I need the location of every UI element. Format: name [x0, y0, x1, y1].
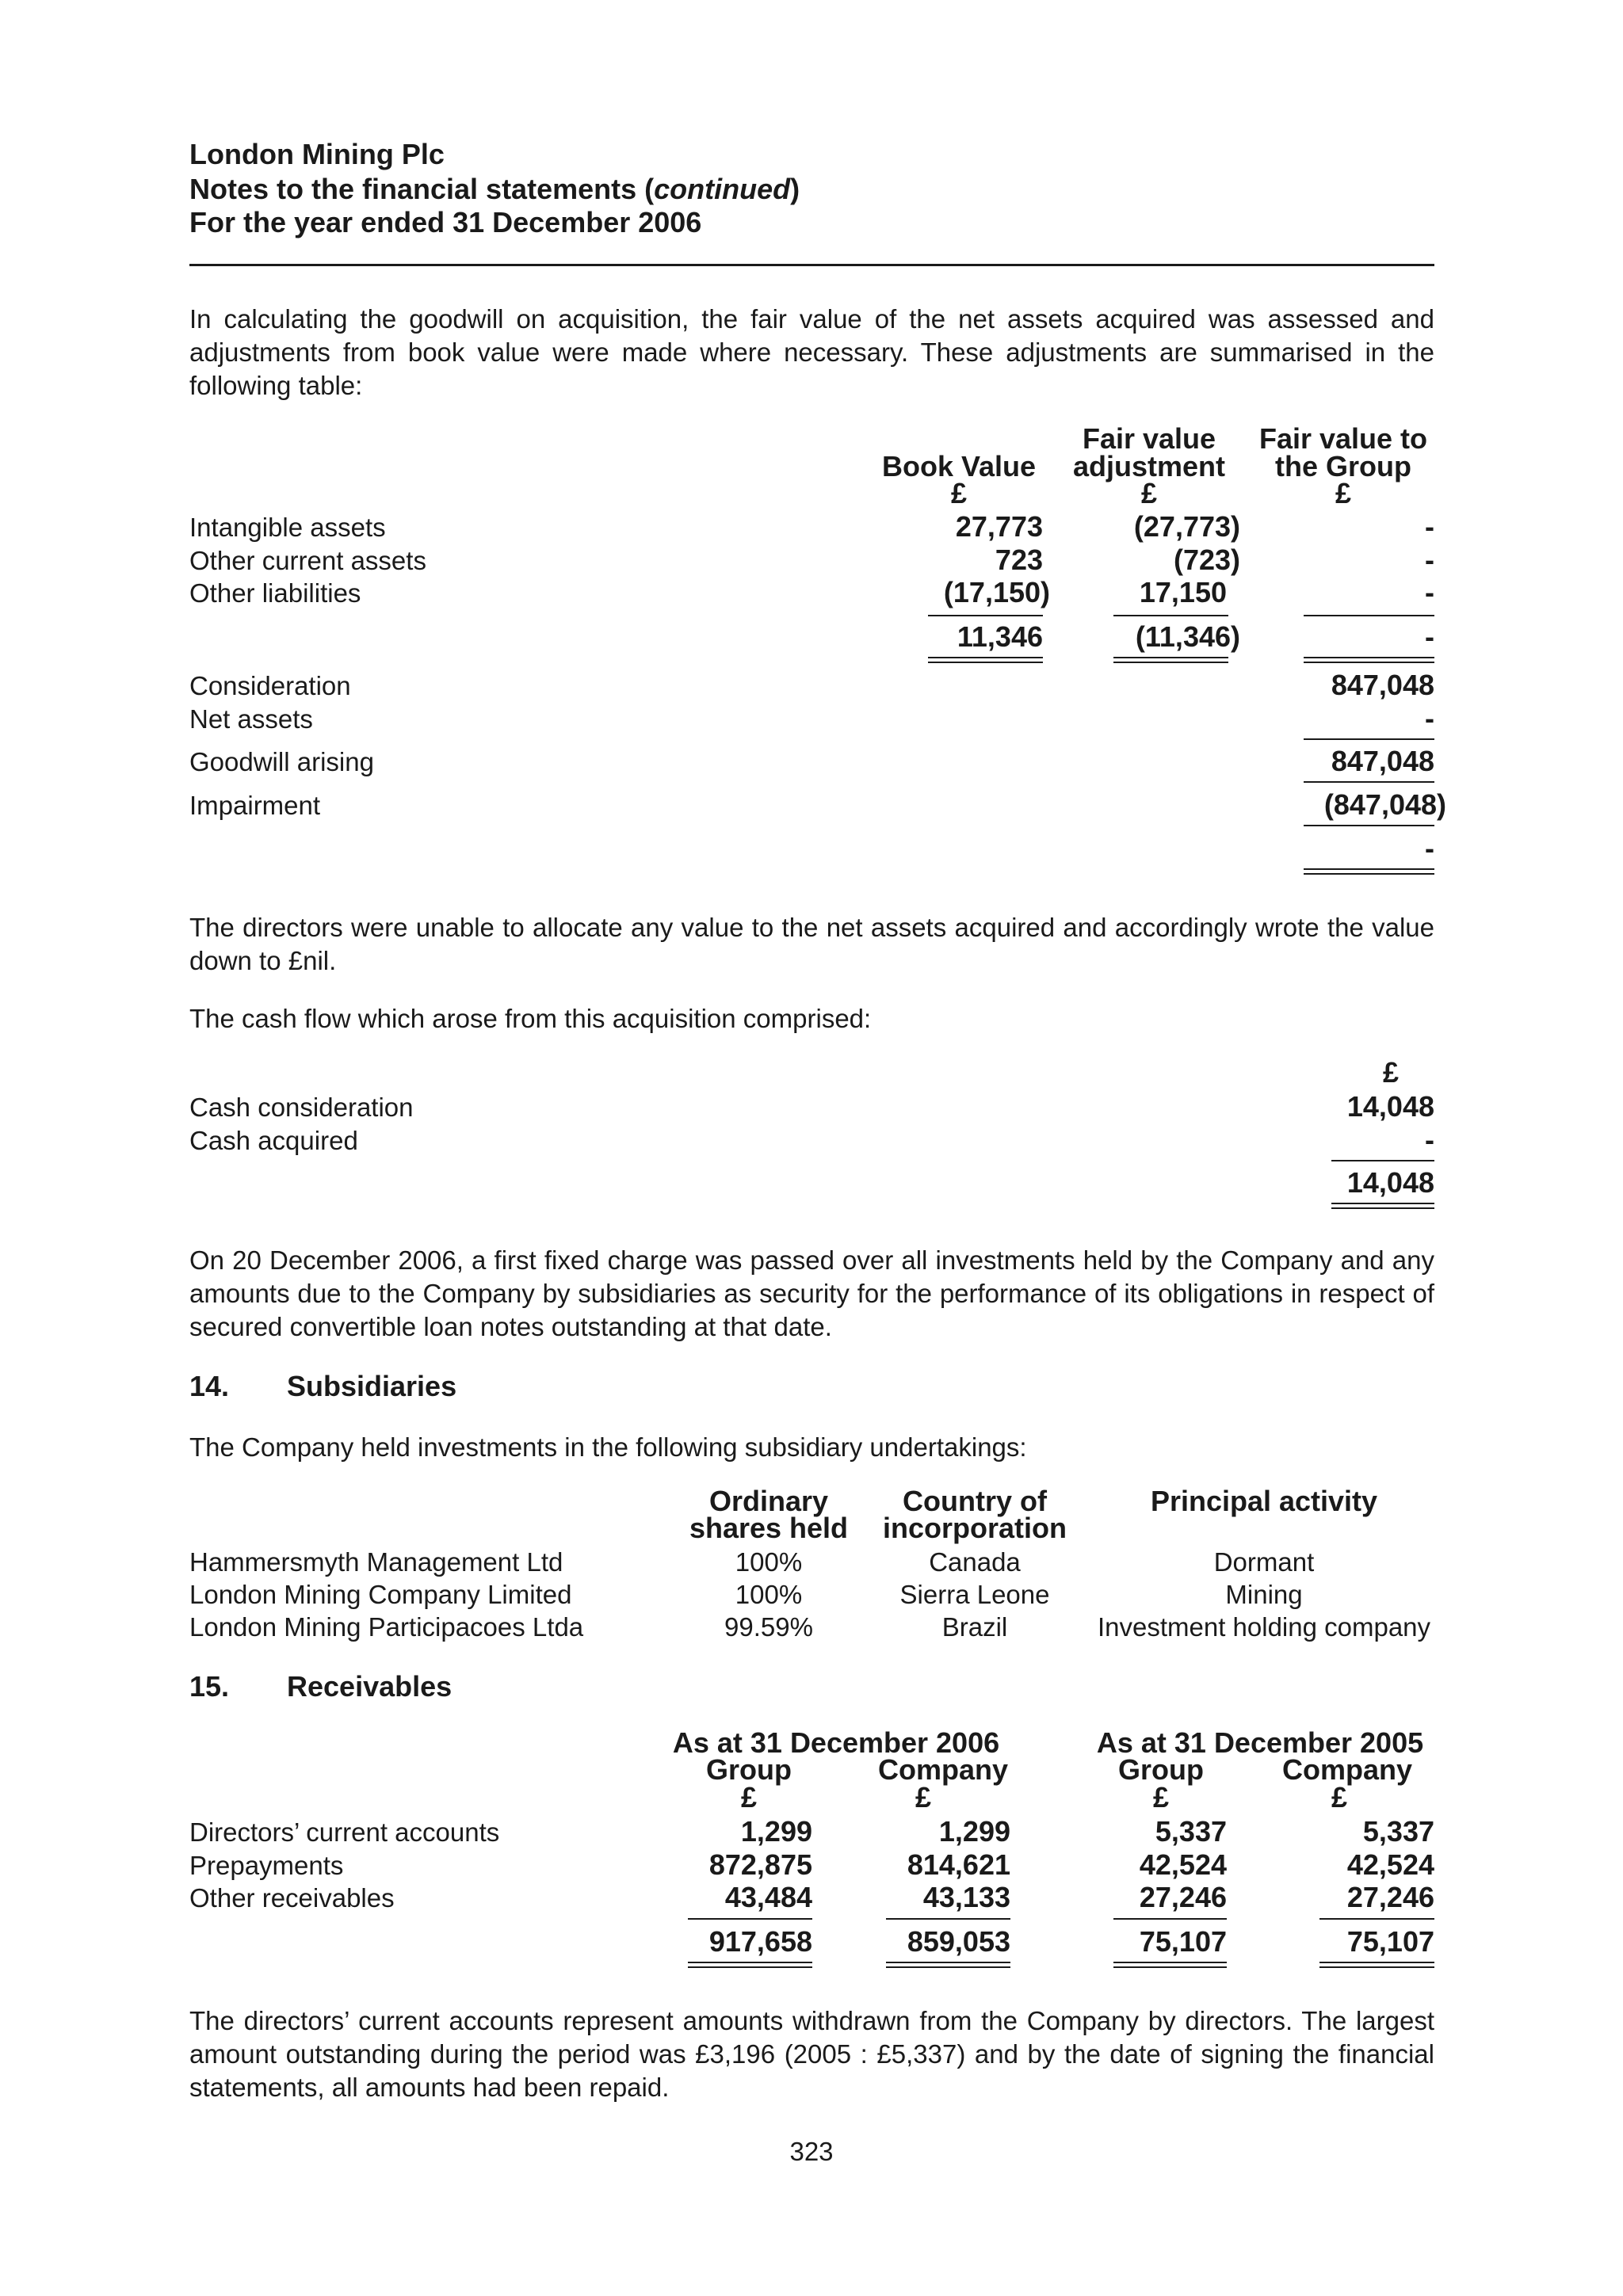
- subsidiary-activity: Dormant: [1213, 1547, 1315, 1577]
- fv-row-label: Other liabilities: [189, 578, 361, 608]
- subsidiary-country: Canada: [929, 1547, 1021, 1577]
- fv-row-group: -: [1425, 576, 1434, 608]
- receivable-g2006: 872,875: [708, 1848, 812, 1881]
- notes-heading-prefix: Notes to the financial statements (: [189, 173, 655, 205]
- col-header-fv-group-line2: the Group: [1275, 450, 1411, 482]
- receivable-g2005: 27,246: [1139, 1881, 1227, 1913]
- receivable-c2006-total-double-rule: [886, 1962, 1010, 1968]
- col-header-group-2006: Group: [706, 1753, 792, 1786]
- col-header-unit-g2005: £: [1152, 1781, 1170, 1814]
- receivable-label: Prepayments: [189, 1851, 344, 1880]
- goodwill-row-label: Goodwill arising: [189, 747, 374, 776]
- cashflow-unit: £: [1382, 1056, 1400, 1089]
- col-header-period-2006: As at 31 December 2006: [672, 1726, 1000, 1759]
- col-header-company-2005: Company: [1281, 1753, 1413, 1786]
- col-header-activity: Principal activity: [1150, 1485, 1378, 1517]
- receivable-c2005: 42,524: [1346, 1848, 1434, 1881]
- receivable-g2005: 42,524: [1139, 1848, 1227, 1881]
- cashflow-row-value: -: [1425, 1123, 1434, 1156]
- col-header-fv-adj-unit: £: [1140, 477, 1158, 509]
- col-header-fv-group-line1: Fair value to: [1258, 422, 1428, 455]
- col-header-group-2005: Group: [1118, 1753, 1204, 1786]
- subsidiary-activity: Investment holding company: [1097, 1612, 1431, 1642]
- section-14-intro: The Company held investments in the following subsidiary undertakings:: [189, 1432, 1027, 1462]
- fv-row-label: Other current assets: [189, 546, 426, 575]
- fv-row-book: 723: [995, 543, 1043, 576]
- subsidiary-shares: 99.59%: [724, 1612, 813, 1642]
- receivable-c2006: 814,621: [907, 1848, 1010, 1881]
- cashflow-total-double-rule: [1331, 1203, 1434, 1209]
- subsidiary-activity: Mining: [1225, 1580, 1303, 1609]
- goodwill-row-value: 847,048: [1331, 745, 1434, 777]
- col-header-unit-c2005: £: [1331, 1781, 1348, 1814]
- col-header-unit-c2006: £: [915, 1781, 932, 1814]
- receivable-c2006: 1,299: [938, 1815, 1010, 1848]
- receivable-c2005-subtotal-rule: [1319, 1918, 1434, 1920]
- subsidiary-name: Hammersmyth Management Ltd: [189, 1547, 563, 1577]
- fv-total-group: -: [1425, 620, 1434, 653]
- receivable-g2006-subtotal-rule: [688, 1918, 812, 1920]
- fv-adj-total-double-rule: [1113, 657, 1228, 663]
- col-header-shares-line2: shares held: [689, 1512, 849, 1544]
- receivable-c2005: 5,337: [1362, 1815, 1434, 1848]
- receivable-total-c2005: 75,107: [1346, 1925, 1434, 1958]
- cashflow-row-label: Cash acquired: [189, 1126, 358, 1155]
- receivable-total-g2006: 917,658: [708, 1925, 812, 1958]
- col-header-book-unit: £: [950, 477, 968, 509]
- receivable-g2005-subtotal-rule: [1113, 1918, 1227, 1920]
- charge-paragraph: On 20 December 2006, a first fixed charge was passed over all investments held by the Company and any amounts due to the Company by subsidiaries as security for the performance of its obligations in respect of secured convertible loan notes outstanding at that date.: [189, 1245, 1434, 1341]
- receivable-g2005-total-double-rule: [1113, 1962, 1227, 1968]
- header-divider: [189, 264, 1434, 266]
- receivable-c2005: 27,246: [1346, 1881, 1434, 1913]
- fv-book-subtotal-rule: [928, 615, 1043, 616]
- receivable-g2006: 1,299: [740, 1815, 812, 1848]
- receivable-c2006: 43,133: [922, 1881, 1010, 1913]
- subsidiary-name: London Mining Company Limited: [189, 1580, 572, 1609]
- notes-heading-suffix: ): [790, 173, 800, 205]
- col-header-unit-g2006: £: [740, 1781, 758, 1814]
- col-header-fv-adj-line2: adjustment: [1072, 450, 1226, 482]
- subsidiary-shares: 100%: [735, 1580, 803, 1609]
- fv-row-adj: (27,773): [1133, 510, 1240, 543]
- subsidiary-shares: 100%: [735, 1547, 803, 1577]
- receivable-g2005: 5,337: [1155, 1815, 1227, 1848]
- col-header-company-2006: Company: [877, 1753, 1009, 1786]
- fv-adj-subtotal-rule: [1113, 615, 1228, 616]
- notes-heading: [189, 172, 800, 207]
- fv-total-adj: (11,346): [1135, 620, 1240, 653]
- col-header-book-value: Book Value: [881, 450, 1037, 482]
- section-15-title: Receivables: [287, 1670, 453, 1703]
- fv-group-total-double-rule: [1304, 657, 1434, 663]
- goodwill-row-label: Consideration: [189, 671, 351, 700]
- goodwill-total: -: [1425, 832, 1434, 864]
- fv-row-group: -: [1425, 510, 1434, 543]
- col-header-country-line1: Country of: [903, 1485, 1047, 1517]
- fv-row-book: (17,150): [943, 576, 1050, 608]
- page-number: 323: [789, 2137, 834, 2166]
- fv-row-group: -: [1425, 543, 1434, 576]
- receivable-label: Other receivables: [189, 1883, 395, 1913]
- cashflow-intro: The cash flow which arose from this acquisition comprised:: [189, 1004, 872, 1033]
- cashflow-total: 14,048: [1346, 1166, 1434, 1199]
- receivable-g2006: 43,484: [724, 1881, 812, 1913]
- cashflow-row-value: 14,048: [1346, 1090, 1434, 1123]
- receivable-g2006-total-double-rule: [688, 1962, 812, 1968]
- impairment-rule: [1304, 825, 1434, 826]
- receivable-total-c2006: 859,053: [907, 1925, 1010, 1958]
- subsidiary-name: London Mining Participacoes Ltda: [189, 1612, 584, 1642]
- goodwill-arising-rule: [1304, 781, 1434, 783]
- goodwill-row-label: Impairment: [189, 791, 321, 820]
- col-header-fv-adj-line1: Fair value: [1082, 422, 1216, 455]
- section-14-title: Subsidiaries: [287, 1370, 457, 1402]
- goodwill-total-double-rule: [1304, 868, 1434, 875]
- goodwill-row-value: 847,048: [1331, 669, 1434, 701]
- period-heading: For the year ended 31 December 2006: [189, 206, 702, 238]
- fv-total-book: 11,346: [957, 620, 1043, 653]
- goodwill-row-value: (847,048): [1323, 788, 1446, 821]
- fv-row-adj: (723): [1173, 543, 1240, 576]
- section-15-number: 15.: [189, 1670, 230, 1703]
- col-header-fv-group-unit: £: [1335, 477, 1352, 509]
- fv-row-adj: 17,150: [1139, 576, 1227, 608]
- receivable-label: Directors’ current accounts: [189, 1817, 500, 1847]
- col-header-period-2005: As at 31 December 2005: [1096, 1726, 1424, 1759]
- fv-group-subtotal-rule: [1304, 615, 1434, 616]
- closing-paragraph: The directors’ current accounts represent amounts withdrawn from the Company by directors. The largest amount outstanding during the period was £3,196 (2005 : £5,337) and by the date of signing the financial statements, all amounts had been repaid.: [189, 2006, 1434, 2102]
- receivable-c2005-total-double-rule: [1319, 1962, 1434, 1968]
- company-name: London Mining Plc: [189, 138, 445, 170]
- intro-paragraph: In calculating the goodwill on acquisition, the fair value of the net assets acquired was assessed and adjustments from book value were made where necessary. These adjustments are summarised in the following table:: [189, 304, 1434, 400]
- notes-heading-italic: continued: [654, 173, 791, 205]
- goodwill-row-label: Net assets: [189, 704, 313, 734]
- directors-paragraph: The directors were unable to allocate any value to the net assets acquired and accordingly wrote the value down to £nil.: [189, 913, 1434, 975]
- section-14-number: 14.: [189, 1370, 230, 1402]
- fv-row-book: 27,773: [955, 510, 1043, 543]
- fv-book-total-double-rule: [928, 657, 1043, 663]
- subsidiary-country: Sierra Leone: [899, 1580, 1050, 1609]
- cashflow-row-label: Cash consideration: [189, 1093, 414, 1122]
- receivable-total-g2005: 75,107: [1139, 1925, 1227, 1958]
- receivable-c2006-subtotal-rule: [886, 1918, 1010, 1920]
- goodwill-row-value: -: [1425, 702, 1434, 734]
- goodwill-subtotal-rule: [1304, 738, 1434, 740]
- fv-row-label: Intangible assets: [189, 513, 386, 542]
- subsidiary-country: Brazil: [941, 1612, 1008, 1642]
- col-header-country-line2: incorporation: [883, 1512, 1067, 1544]
- cashflow-subtotal-rule: [1331, 1160, 1434, 1161]
- col-header-shares-line1: Ordinary: [708, 1485, 829, 1517]
